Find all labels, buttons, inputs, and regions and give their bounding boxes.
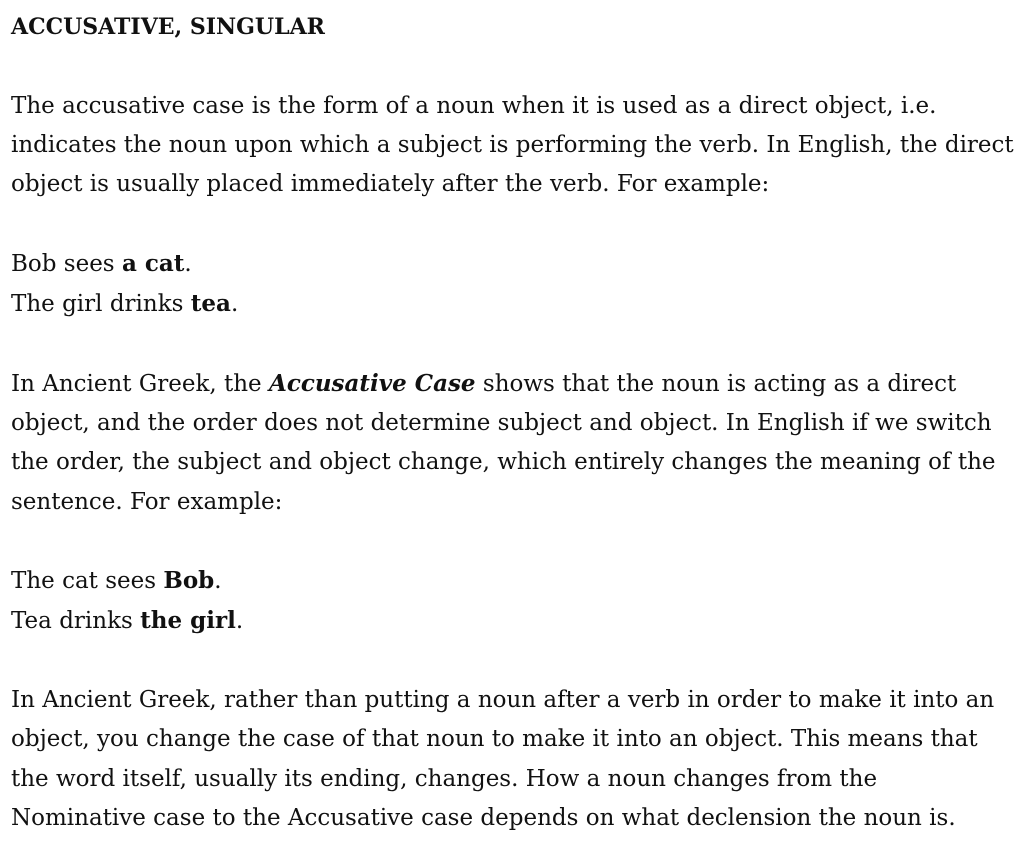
example-object: tea xyxy=(190,290,231,318)
paragraph-greek-accusative xyxy=(11,364,1016,522)
example-list-switched xyxy=(11,561,1016,642)
example-punct: . xyxy=(184,250,192,277)
spacer xyxy=(11,522,1016,561)
example-text: The cat sees xyxy=(11,568,164,595)
example-sentence xyxy=(11,284,1016,324)
example-object: the girl xyxy=(140,607,236,635)
example-text: Tea drinks xyxy=(11,608,141,635)
example-punct: . xyxy=(235,608,244,635)
example-text: The girl drinks xyxy=(11,291,191,318)
example-sentence xyxy=(11,561,1016,601)
example-sentence xyxy=(11,601,1016,641)
paragraph-text: In Ancient Greek, the xyxy=(11,370,269,397)
spacer xyxy=(11,204,1016,243)
example-punct: . xyxy=(230,291,239,318)
example-object: a cat xyxy=(121,249,185,277)
paragraph-text: shows that the noun is acting as a direct object, and the order does not determine subject and object. In English if we switch the order, the subject and object change, which entirely changes the meaning of the sentence. For example: xyxy=(11,370,996,515)
page-title: ACCUSATIVE, SINGULAR xyxy=(11,14,325,40)
example-list-english xyxy=(11,244,1016,325)
spacer xyxy=(11,642,1016,681)
example-sentence xyxy=(11,244,1016,284)
spacer xyxy=(11,47,1016,86)
term-accusative-case: Accusative Case xyxy=(268,369,476,397)
example-text: Bob sees xyxy=(11,250,122,277)
example-object: Bob xyxy=(163,567,215,595)
paragraph-case-change: In Ancient Greek, rather than putting a noun after a verb in order to make it into an object, you change the case of that noun to make it into an object. This means that the word itself, usually its ending, changes. How a noun changes from the Nominative case to the Accusative case depends on what declension the noun is. xyxy=(11,687,995,831)
paragraph-intro: The accusative case is the form of a noun when it is used as a direct object, i.e. indicates the noun upon which a subject is performing the verb. In English, the direct object is usually placed immediately after the verb. For example: xyxy=(11,92,1014,198)
example-punct: . xyxy=(214,568,222,595)
spacer xyxy=(11,324,1016,363)
